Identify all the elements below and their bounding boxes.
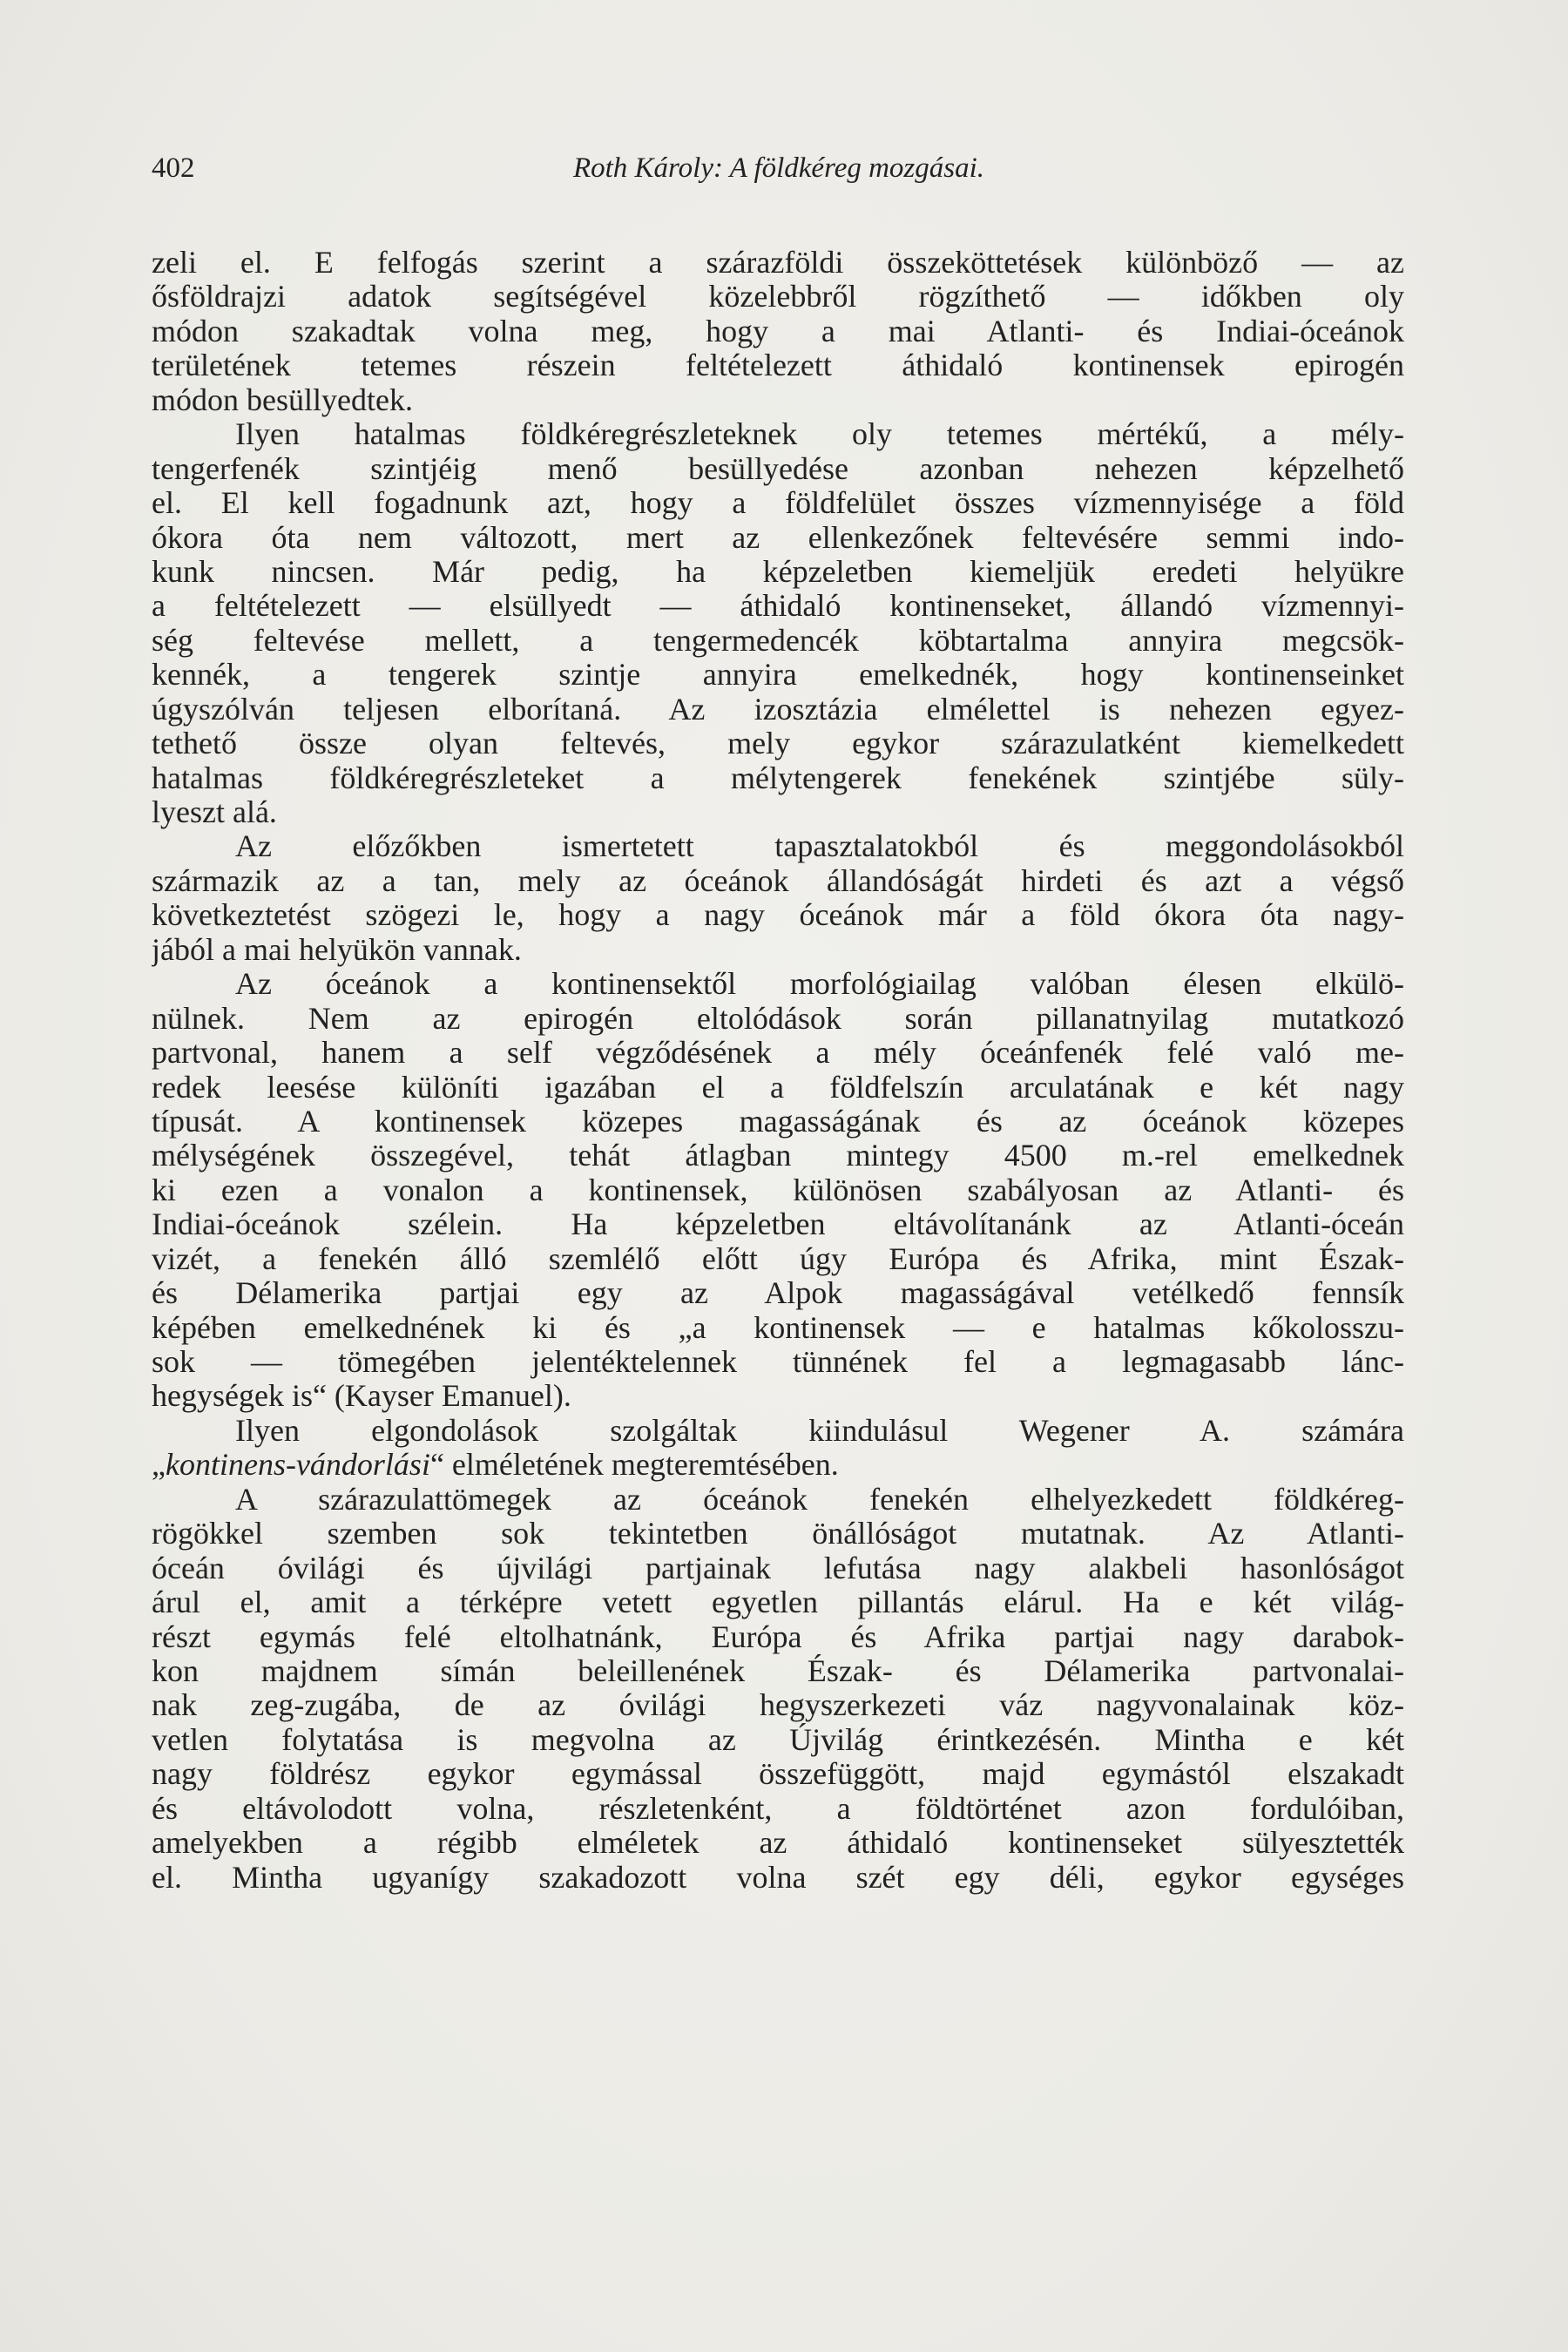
text-line: nagy földrész egykor egymással összefüggött, majd egymástól elszakadt — [152, 1757, 1404, 1792]
text-line: képében emelkednének ki és „a kontinensek — e hatalmas kőkolosszu- — [152, 1310, 1404, 1345]
text-line: Az óceánok a kontinensektől morfológiailag valóban élesen elkülö- — [235, 967, 1404, 1002]
text-line: nak zeg-zugába, de az óvilági hegyszerkezeti váz nagyvonalainak köz- — [152, 1688, 1404, 1723]
text-line: és Délamerika partjai egy az Alpok magasságával vetélkedő fennsík — [152, 1276, 1404, 1311]
text-line: nülnek. Nem az epirogén eltolódások során pillanatnyilag mutatkozó — [152, 1001, 1404, 1036]
text-line: és eltávolodott volna, részletenként, a földtörténet azon fordulóiban, — [152, 1791, 1404, 1826]
text-line: hatalmas földkéregrészleteket a mélytengerek fenekének szintjébe süly- — [152, 760, 1404, 795]
page-number: 402 — [152, 152, 195, 184]
text-line: vizét, a fenekén álló szemlélő előtt úgy Európa és Afrika, mint Észak- — [152, 1241, 1404, 1276]
text-line: kunk nincsen. Már pedig, ha képzeletben kiemeljük eredeti helyükre — [152, 554, 1404, 589]
text-line: Ilyen hatalmas földkéregrészleteknek oly tetemes mértékű, a mély- — [235, 417, 1404, 452]
text-line: vetlen folytatása is megvolna az Újvilág érintkezésén. Mintha e két — [152, 1722, 1404, 1757]
text-line: hegységek is“ (Kayser Emanuel). — [152, 1379, 571, 1414]
text-line: területének tetemes részein feltételezett áthidaló kontinensek epirogén — [152, 348, 1404, 383]
text-line: rögökkel szemben sok tekintetben önállóságot mutatnak. Az Atlanti- — [152, 1517, 1404, 1551]
text-line: lyeszt alá. — [152, 795, 277, 829]
text-line: kon majdnem símán beleillenének Észak- és Délamerika partvonalai- — [152, 1653, 1404, 1688]
text-line: amelyekben a régibb elméletek az áthidaló kontinenseket sülyesztették — [152, 1826, 1404, 1861]
text-line: módon besüllyedtek. — [152, 382, 413, 417]
text-line: mélységének összegével, tehát átlagban mintegy 4500 m.-rel emelkednek — [152, 1139, 1404, 1173]
text-line: árul el, amit a térképre vetett egyetlen pillantás elárul. Ha e két világ- — [152, 1585, 1404, 1620]
text-line: ség feltevése mellett, a tengermedencék köbtartalma annyira megcsök- — [152, 623, 1404, 658]
text-line: típusát. A kontinensek közepes magasságának és az óceánok közepes — [152, 1104, 1404, 1139]
body-text — [152, 246, 1404, 1895]
running-title: Roth Károly: A földkéreg mozgásai. — [572, 152, 985, 184]
text-line: a feltételezett — elsüllyedt — áthidaló kontinenseket, állandó vízmennyi- — [152, 589, 1404, 624]
text-line: óceán óvilági és újvilági partjainak lefutása nagy alakbeli hasonlóságot — [152, 1551, 1404, 1585]
text-line: módon szakadtak volna meg, hogy a mai Atlanti- és Indiai-óceánok — [152, 314, 1404, 348]
text-line: redek leesése különíti igazában el a földfelszín arculatának e két nagy — [152, 1070, 1404, 1105]
text-line: A szárazulattömegek az óceánok fenekén elhelyezkedett földkéreg- — [235, 1482, 1404, 1517]
text-line: részt egymás felé eltolhatnánk, Európa és Afrika partjai nagy darabok- — [152, 1619, 1404, 1654]
text-line: el. El kell fogadnunk azt, hogy a földfelület összes vízmennyisége a föld — [152, 486, 1404, 521]
text-line: következtetést szögezi le, hogy a nagy óceánok már a föld ókora óta nagy- — [152, 898, 1404, 933]
text-line: sok — tömegében jelentéktelennek tünnének fel a legmagasabb lánc- — [152, 1345, 1404, 1379]
page-header — [152, 146, 1404, 190]
text-line: tengerfenék szintjéig menő besüllyedése azonban nehezen képzelhető — [152, 451, 1404, 486]
text-line: tethető össze olyan feltevés, mely egykor szárazulatként kiemelkedett — [152, 727, 1404, 761]
text-line: ókora óta nem változott, mert az ellenkezőnek feltevésére semmi indo- — [152, 520, 1404, 555]
text-line: zeli el. E felfogás szerint a szárazföldi összeköttetések különböző — az — [152, 246, 1404, 280]
italic-term: kontinens-vándorlási — [165, 1448, 430, 1483]
text-line: ki ezen a vonalon a kontinensek, különösen szabályosan az Atlanti- és — [152, 1173, 1404, 1207]
text-line: kennék, a tengerek szintje annyira emelkednék, hogy kontinenseinket — [152, 658, 1404, 693]
text-line: úgyszólván teljesen elborítaná. Az izosztázia elmélettel is nehezen egyez- — [152, 692, 1404, 727]
text-line: „kontinens-vándorlási“ elméletének megteremtésében. — [152, 1448, 839, 1483]
text-line: Indiai-óceánok szélein. Ha képzeletben eltávolítanánk az Atlanti-óceán — [152, 1207, 1404, 1242]
text-line: ősföldrajzi adatok segítségével közelebbről rögzíthető — időkben oly — [152, 280, 1404, 314]
text-line: partvonal, hanem a self végződésének a mély óceánfenék felé való me- — [152, 1036, 1404, 1071]
text-line: Az előzőkben ismertetett tapasztalatokból és meggondolásokból — [235, 829, 1404, 864]
text-line: el. Mintha ugyanígy szakadozott volna szét egy déli, egykor egységes — [152, 1860, 1404, 1895]
text-line: jából a mai helyükön vannak. — [152, 932, 522, 967]
text-line: Ilyen elgondolások szolgáltak kiindulásul Wegener A. számára — [235, 1413, 1404, 1448]
text-line: származik az a tan, mely az óceánok állandóságát hirdeti és azt a végső — [152, 863, 1404, 898]
